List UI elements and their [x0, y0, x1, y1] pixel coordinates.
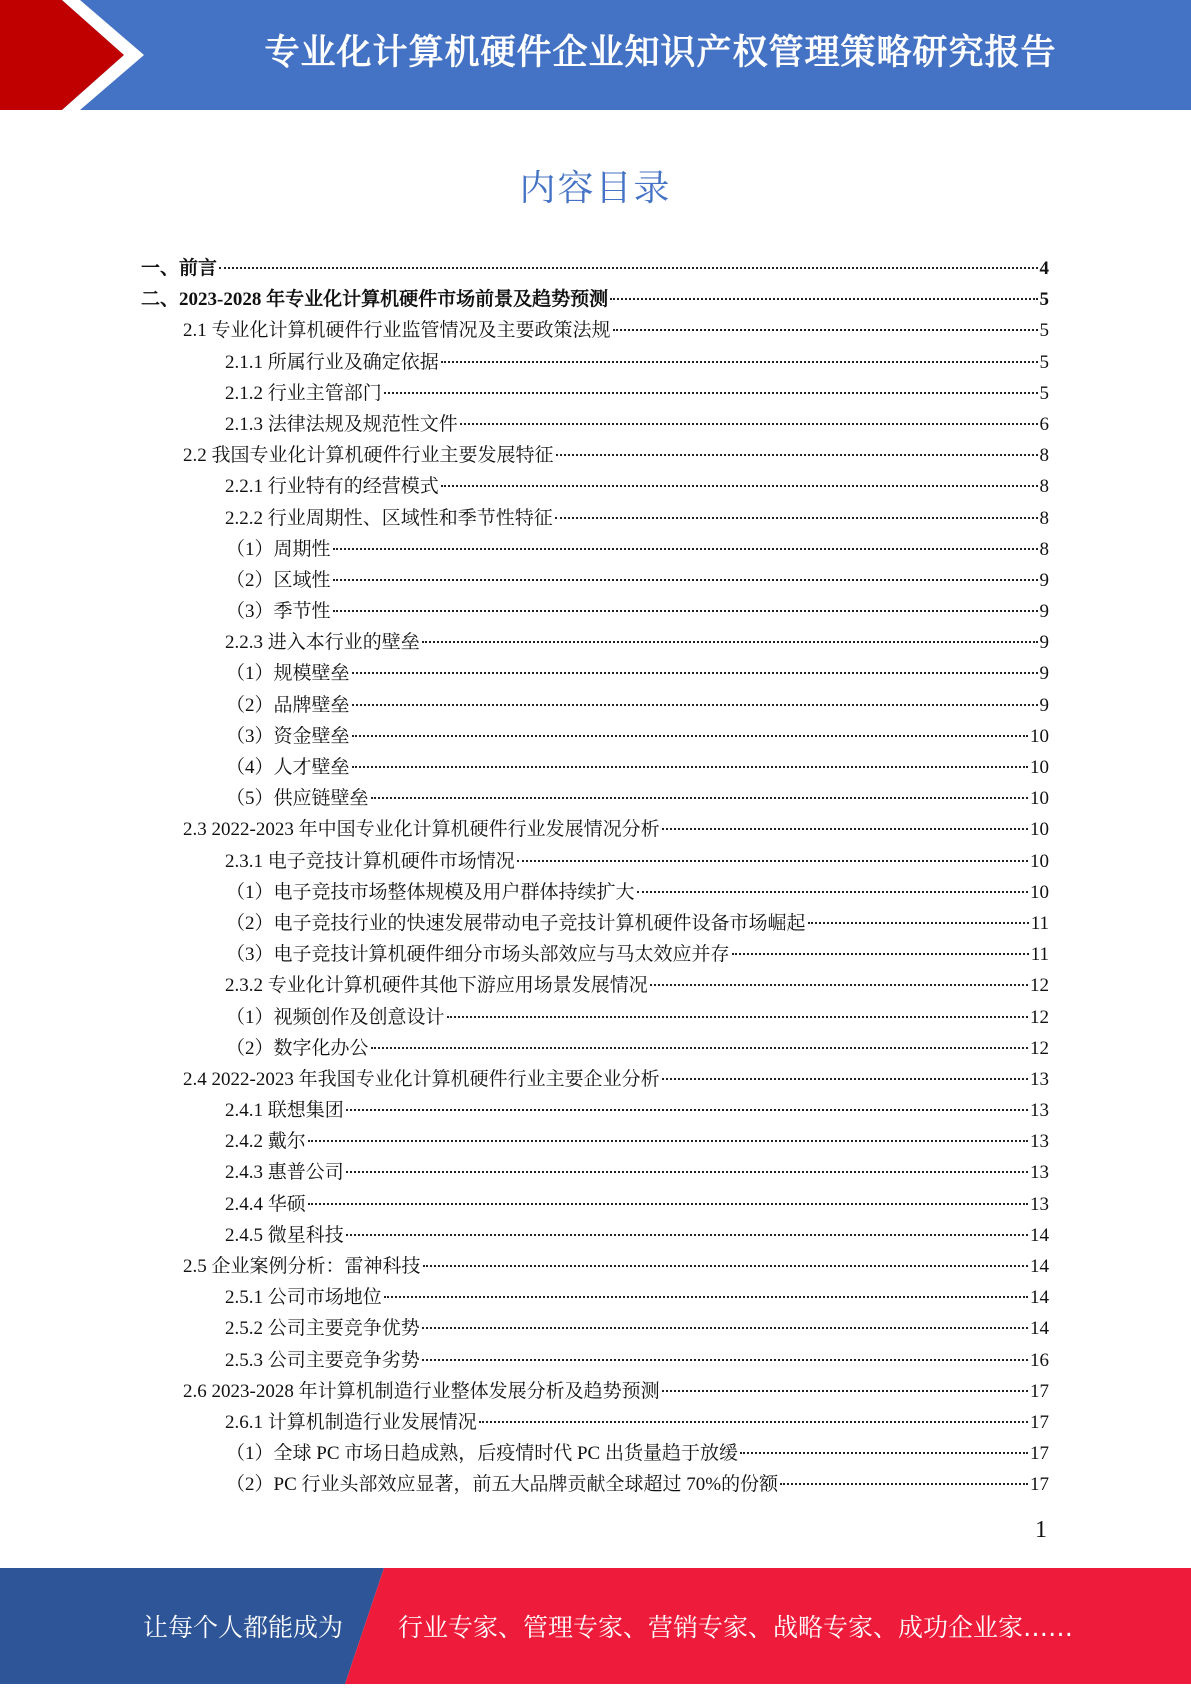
toc-entry-page: 8	[1039, 538, 1049, 560]
dot-leader	[740, 1452, 1028, 1454]
toc-entry[interactable]	[226, 1002, 1049, 1033]
toc-entry[interactable]	[226, 534, 1049, 565]
toc-entry-page: 5	[1039, 382, 1049, 404]
toc-entry-title: 2.1.2 行业主管部门	[225, 382, 382, 404]
toc-entry-page: 10	[1030, 850, 1049, 872]
toc-entry[interactable]	[225, 1282, 1049, 1313]
toc-entry[interactable]	[226, 1438, 1049, 1469]
toc-entry[interactable]	[225, 409, 1049, 440]
dot-leader	[610, 298, 1037, 300]
dot-leader	[346, 1234, 1028, 1236]
toc-entry-page: 9	[1039, 601, 1049, 623]
toc-entry-page: 13	[1030, 1162, 1049, 1184]
dot-leader	[441, 485, 1038, 487]
toc-entry-title: 2.4.4 华硕	[225, 1193, 306, 1215]
dot-leader	[352, 704, 1038, 706]
dot-leader	[732, 953, 1029, 955]
toc-entry[interactable]	[141, 284, 1049, 315]
toc-entry-page: 5	[1039, 320, 1049, 342]
toc-entry-title: （2）数字化办公	[226, 1037, 369, 1059]
table-of-contents	[0, 253, 1191, 1501]
dot-leader	[441, 361, 1038, 363]
toc-entry-title: 2.2.2 行业周期性、区域性和季节性特征	[225, 507, 553, 529]
footer-slogan-right: 行业专家、管理专家、营销专家、战略专家、成功企业家……	[398, 1613, 1074, 1642]
toc-entry-title: 2.4 2022-2023 年我国专业化计算机硬件行业主要企业分析	[183, 1068, 660, 1090]
toc-entry-page: 4	[1039, 258, 1049, 279]
toc-entry[interactable]	[226, 596, 1049, 627]
dot-leader	[555, 517, 1038, 519]
toc-entry-title: 2.5.3 公司主要竞争劣势	[225, 1349, 420, 1371]
toc-entry-title: 2.4.1 联想集团	[225, 1100, 344, 1122]
toc-entry-page: 14	[1030, 1224, 1049, 1246]
toc-entry-page: 11	[1030, 944, 1049, 966]
toc-entry[interactable]	[183, 1376, 1049, 1407]
page-number: 1	[1035, 1517, 1047, 1543]
toc-entry-page: 10	[1030, 725, 1049, 747]
toc-entry[interactable]	[225, 1345, 1049, 1376]
dot-leader	[308, 1203, 1028, 1205]
toc-entry-page: 12	[1030, 975, 1049, 997]
toc-entry[interactable]	[225, 471, 1049, 502]
toc-entry[interactable]	[225, 1313, 1049, 1344]
toc-entry-page: 13	[1030, 1131, 1049, 1153]
dot-leader	[808, 922, 1029, 924]
toc-entry-page: 14	[1030, 1256, 1049, 1277]
toc-entry-title: 2.4.3 惠普公司	[225, 1162, 344, 1184]
toc-entry-page: 14	[1030, 1318, 1049, 1340]
dot-leader	[422, 1327, 1028, 1329]
toc-entry-page: 9	[1039, 632, 1049, 654]
toc-entry[interactable]	[226, 1469, 1049, 1500]
dot-leader	[308, 1140, 1028, 1142]
toc-entry[interactable]	[183, 814, 1049, 845]
toc-entry[interactable]	[226, 752, 1049, 783]
toc-entry[interactable]	[225, 1407, 1049, 1438]
toc-entry[interactable]	[183, 1251, 1049, 1282]
toc-entry[interactable]	[225, 503, 1049, 534]
toc-entry-title: （3）资金壁垒	[226, 725, 350, 747]
toc-entry-title: （2）区域性	[226, 569, 331, 591]
toc-entry-page: 8	[1039, 507, 1049, 529]
toc-entry-page: 10	[1030, 819, 1049, 841]
toc-entry[interactable]	[225, 378, 1049, 409]
toc-entry-title: （1）全球 PC 市场日趋成熟，后疫情时代 PC 出货量趋于放缓	[226, 1443, 738, 1465]
toc-entry-title: （1）视频创作及创意设计	[226, 1006, 445, 1028]
toc-entry-page: 13	[1030, 1100, 1049, 1122]
toc-entry-page: 9	[1039, 663, 1049, 685]
dot-leader	[460, 423, 1038, 425]
toc-entry-title: 2.1.1 所属行业及确定依据	[225, 351, 439, 373]
dot-leader	[333, 548, 1038, 550]
toc-entry-page: 13	[1030, 1193, 1049, 1215]
toc-entry-page: 8	[1039, 476, 1049, 498]
toc-entry-title: （4）人才壁垒	[226, 757, 350, 778]
toc-entry-page: 6	[1039, 413, 1049, 435]
toc-entry[interactable]	[183, 1064, 1049, 1095]
toc-entry-page: 14	[1030, 1287, 1049, 1309]
dot-leader	[613, 329, 1038, 331]
toc-entry-title: 2.1.3 法律法规及规范性文件	[225, 413, 458, 435]
footer-slogan-left: 让每个人都能成为	[143, 1613, 344, 1642]
toc-entry-title: 2.5.1 公司市场地位	[225, 1287, 382, 1309]
toc-entry-page: 9	[1039, 569, 1049, 591]
toc-entry[interactable]	[225, 1126, 1049, 1157]
dot-leader	[662, 1078, 1028, 1080]
toc-entry-title: （2）电子竞技行业的快速发展带动电子竞技计算机硬件设备市场崛起	[226, 912, 806, 934]
toc-entry-page: 13	[1030, 1068, 1049, 1090]
dot-leader	[346, 1109, 1028, 1111]
toc-entry-title: 2.4.2 戴尔	[225, 1131, 306, 1153]
toc-entry[interactable]	[225, 970, 1049, 1001]
toc-entry-title: 2.4.5 微星科技	[225, 1224, 344, 1246]
dot-leader	[780, 1483, 1028, 1485]
dot-leader	[352, 672, 1038, 674]
toc-entry-title: （2）PC 行业头部效应显著，前五大品牌贡献全球超过 70%的份额	[226, 1474, 779, 1496]
toc-entry-page: 10	[1030, 788, 1049, 810]
toc-entry[interactable]	[226, 783, 1049, 814]
toc-entry[interactable]	[183, 440, 1049, 471]
toc-entry-title: 2.2.1 行业特有的经营模式	[225, 476, 439, 498]
toc-entry-page: 17	[1030, 1474, 1049, 1496]
toc-entry[interactable]	[225, 627, 1049, 658]
dot-leader	[517, 860, 1028, 862]
toc-entry[interactable]	[226, 908, 1049, 939]
toc-entry-title: （5）供应链壁垒	[226, 788, 369, 810]
dot-leader	[650, 984, 1028, 986]
toc-entry-title: 2.3.2 专业化计算机硬件其他下游应用场景发展情况	[225, 975, 648, 997]
toc-entry-page: 17	[1030, 1411, 1049, 1433]
toc-entry-title: （2）品牌壁垒	[226, 694, 350, 716]
toc-entry-title: 2.3.1 电子竞技计算机硬件市场情况	[225, 850, 515, 872]
toc-entry[interactable]	[226, 565, 1049, 596]
dot-leader	[384, 1296, 1028, 1298]
toc-entry-title: （1）周期性	[226, 538, 331, 560]
dot-leader	[346, 1171, 1028, 1173]
toc-entry-page: 17	[1030, 1380, 1049, 1402]
toc-entry-page: 11	[1030, 912, 1049, 934]
toc-entry-page: 5	[1039, 289, 1049, 311]
toc-entry-title: 2.5 企业案例分析：雷神科技	[183, 1256, 421, 1277]
toc-entry-title: 2.5.2 公司主要竞争优势	[225, 1318, 420, 1340]
toc-entry-page: 8	[1039, 445, 1049, 467]
toc-entry[interactable]	[183, 315, 1049, 346]
dot-leader	[637, 891, 1028, 893]
dot-leader	[423, 1265, 1028, 1267]
toc-entry[interactable]	[225, 1189, 1049, 1220]
dot-leader	[662, 828, 1028, 830]
dot-leader	[422, 1359, 1028, 1361]
toc-entry-page: 5	[1039, 351, 1049, 373]
dot-leader	[384, 392, 1038, 394]
toc-entry[interactable]	[141, 253, 1049, 284]
toc-entry[interactable]	[225, 347, 1049, 378]
toc-entry[interactable]	[225, 1095, 1049, 1126]
toc-entry-title: 2.1 专业化计算机硬件行业监管情况及主要政策法规	[183, 320, 611, 342]
dot-leader	[422, 641, 1038, 643]
toc-entry[interactable]	[226, 721, 1049, 752]
toc-entry-title: 2.2 我国专业化计算机硬件行业主要发展特征	[183, 445, 554, 467]
toc-entry-page: 12	[1030, 1006, 1049, 1028]
toc-entry-page: 10	[1030, 881, 1049, 903]
toc-entry-page: 9	[1039, 694, 1049, 716]
dot-leader	[352, 735, 1028, 737]
toc-entry-title: （3）季节性	[226, 601, 331, 623]
toc-entry-title: （3）电子竞技计算机硬件细分市场头部效应与马太效应并存	[226, 944, 730, 966]
toc-entry[interactable]	[225, 1220, 1049, 1251]
toc-entry-title: （1）电子竞技市场整体规模及用户群体持续扩大	[226, 881, 635, 903]
toc-entry-page: 12	[1030, 1037, 1049, 1059]
dot-leader	[662, 1390, 1028, 1392]
toc-entry-title: 二、2023-2028 年专业化计算机硬件市场前景及趋势预测	[141, 289, 609, 311]
toc-entry[interactable]	[226, 1033, 1049, 1064]
dot-leader	[219, 267, 1037, 269]
toc-entry[interactable]	[226, 690, 1049, 721]
dot-leader	[556, 454, 1038, 456]
dot-leader	[333, 610, 1038, 612]
dot-leader	[371, 1047, 1028, 1049]
toc-entry[interactable]	[226, 939, 1049, 970]
dot-leader	[333, 579, 1038, 581]
toc-entry-page: 17	[1030, 1443, 1049, 1465]
dot-leader	[371, 797, 1028, 799]
toc-entry-title: 2.6.1 计算机制造行业发展情况	[225, 1411, 477, 1433]
dot-leader	[447, 1016, 1028, 1018]
toc-entry[interactable]	[226, 877, 1049, 908]
toc-entry-page: 16	[1030, 1349, 1049, 1371]
dot-leader	[352, 766, 1028, 768]
toc-entry[interactable]	[226, 658, 1049, 689]
toc-entry-title: （1）规模壁垒	[226, 663, 350, 685]
toc-entry-title: 2.2.3 进入本行业的壁垒	[225, 632, 420, 654]
toc-entry[interactable]	[225, 1157, 1049, 1188]
toc-entry-page: 10	[1030, 757, 1049, 778]
toc-entry[interactable]	[225, 846, 1049, 877]
dot-leader	[479, 1421, 1028, 1423]
toc-heading: 内容目录	[519, 168, 672, 209]
toc-entry-title: 2.3 2022-2023 年中国专业化计算机硬件行业发展情况分析	[183, 819, 660, 841]
header-banner	[0, 0, 1191, 110]
toc-entry-title: 一、前言	[141, 258, 218, 279]
report-title: 专业化计算机硬件企业知识产权管理策略研究报告	[264, 33, 1057, 73]
toc-entry-title: 2.6 2023-2028 年计算机制造行业整体发展分析及趋势预测	[183, 1380, 660, 1402]
footer-banner	[0, 1568, 1191, 1684]
